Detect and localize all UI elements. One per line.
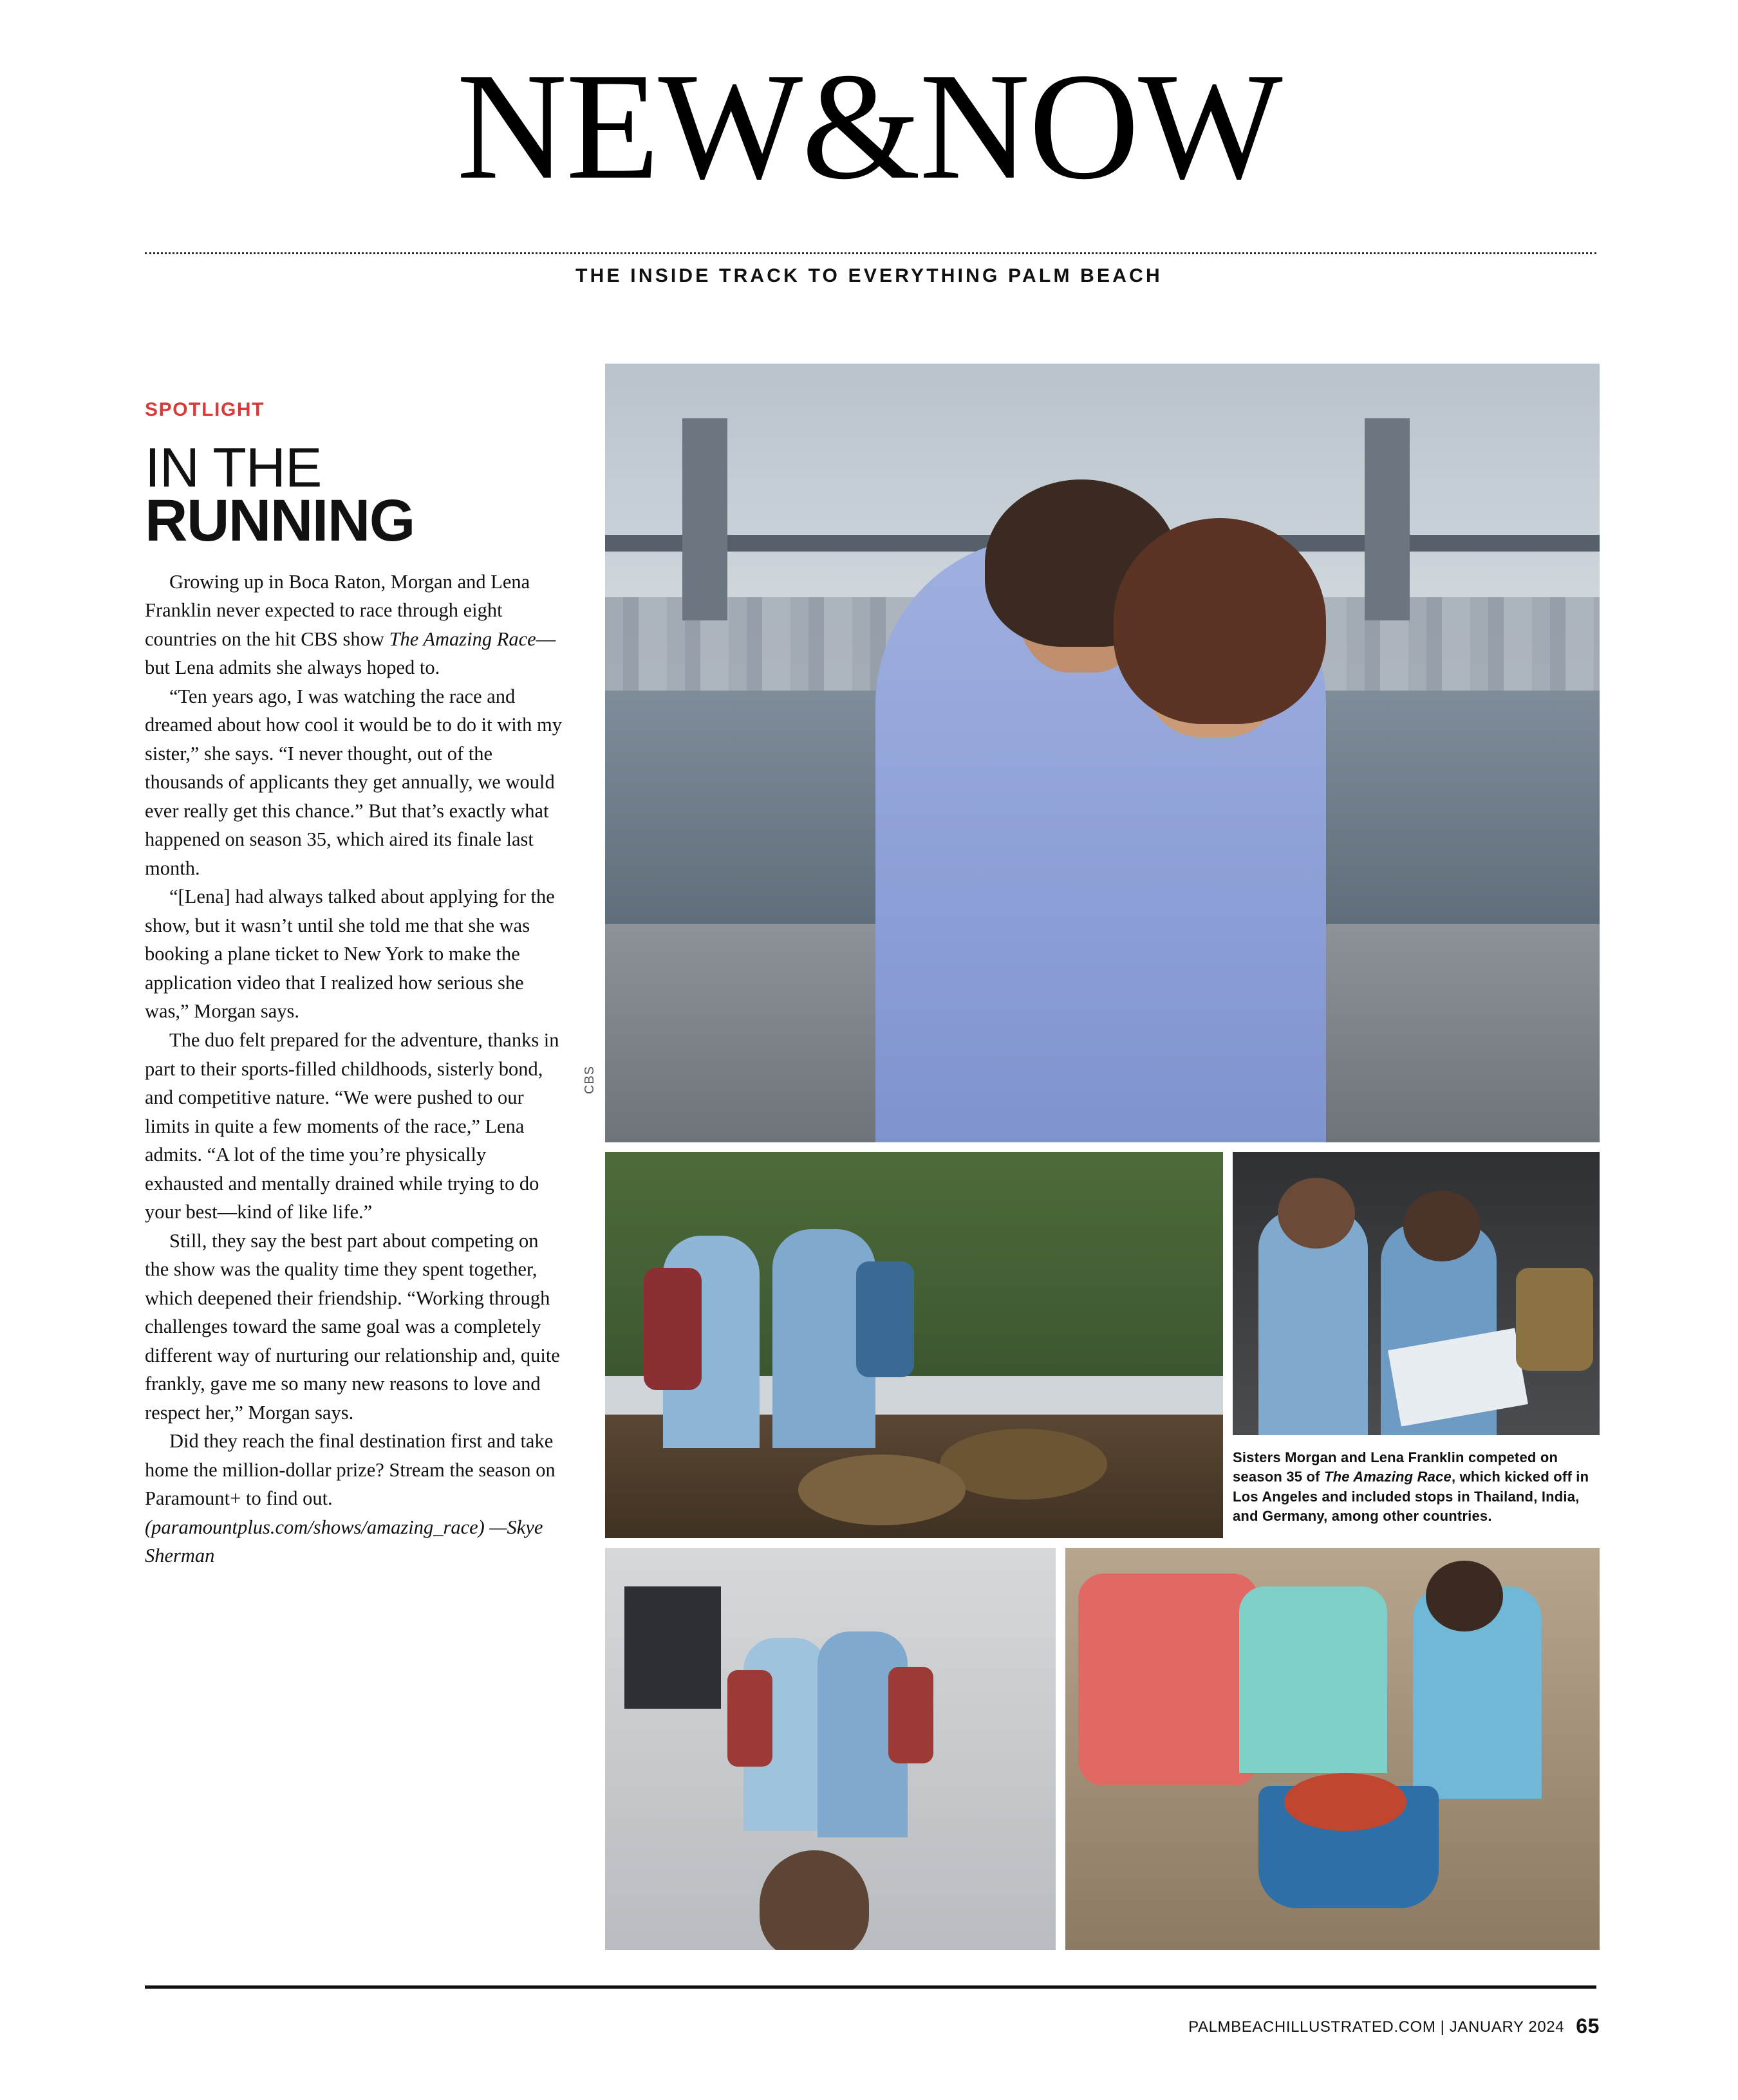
footer bbox=[1188, 2014, 1600, 2038]
headline-line-2: RUNNING bbox=[145, 488, 415, 554]
article-column bbox=[145, 399, 563, 1570]
footer-site: PALMBEACHILLUSTRATED.COM | JANUARY 2024 bbox=[1188, 2018, 1565, 2036]
headline-line-1: IN THE bbox=[145, 437, 322, 499]
section-kicker: SPOTLIGHT bbox=[145, 399, 265, 420]
market-photo bbox=[605, 1152, 1223, 1538]
article-paragraph: The duo felt prepared for the adventure, thanks in part to their sports-filled childhoods, sisterly bond, and competitive nature. “We were pushed to our limits in quite a few moments of the race,” Lena admits. “A lot of the time you’re physically exhausted and mentally drained while trying to do your best—kind of like life.” bbox=[145, 1028, 559, 1223]
article-paragraph: “Ten years ago, I was watching the race and dreamed about how cool it would be to do it with my sister,” she says. “I never thought, out of the thousands of applicants they get annually, we would ever really get this chance.” But that’s exactly what happened on season 35, which aired its finale last month. bbox=[145, 685, 563, 879]
photo-caption: Sisters Morgan and Lena Franklin competed on season 35 of The Amazing Race, which kicked off in Los Angeles and included stops in Thailand, India, and Germany, among other countries. bbox=[1233, 1449, 1589, 1525]
page-number: 65 bbox=[1576, 2014, 1600, 2038]
car-photo bbox=[1233, 1152, 1600, 1435]
hero-photo bbox=[605, 364, 1600, 1142]
masthead-title: NEW&NOW bbox=[456, 42, 1282, 211]
photo-credit: CBS bbox=[583, 1065, 597, 1094]
article-paragraph: Still, they say the best part about competing on the show was the quality time they spent together, which deepened their friendship. “Working through challenges toward the same goal was a completely different way of nurturing our relationship and, quite frankly, gave me so many new reasons to love and respect her,” Morgan says. bbox=[145, 1229, 560, 1424]
page-title bbox=[145, 437, 563, 554]
article-body bbox=[145, 568, 563, 1570]
footer-divider bbox=[145, 1985, 1596, 1989]
airport-photo bbox=[605, 1548, 1056, 1950]
cooking-photo bbox=[1065, 1548, 1600, 1950]
article-paragraph: “[Lena] had always talked about applying for the show, but it wasn’t until she told me that she was booking a plane ticket to New York to make the application video that I realized how serious she was,” Morgan says. bbox=[145, 886, 555, 1023]
article-paragraph: Growing up in Boca Raton, Morgan and Lena Franklin never expected to race through eight countries on the hit CBS show The Amazing Race—but Lena admits she always hoped to. bbox=[145, 570, 556, 679]
masthead-subtitle: THE INSIDE TRACK TO EVERYTHING PALM BEACH bbox=[575, 265, 1163, 286]
article-paragraph: Did they reach the final destination first and take home the million-dollar prize? Stream the season on Paramount+ to find out. (paramountplus.com/shows/amazing_race) —Skye Sherman bbox=[145, 1430, 556, 1567]
masthead bbox=[0, 42, 1738, 211]
masthead-divider bbox=[145, 252, 1596, 254]
